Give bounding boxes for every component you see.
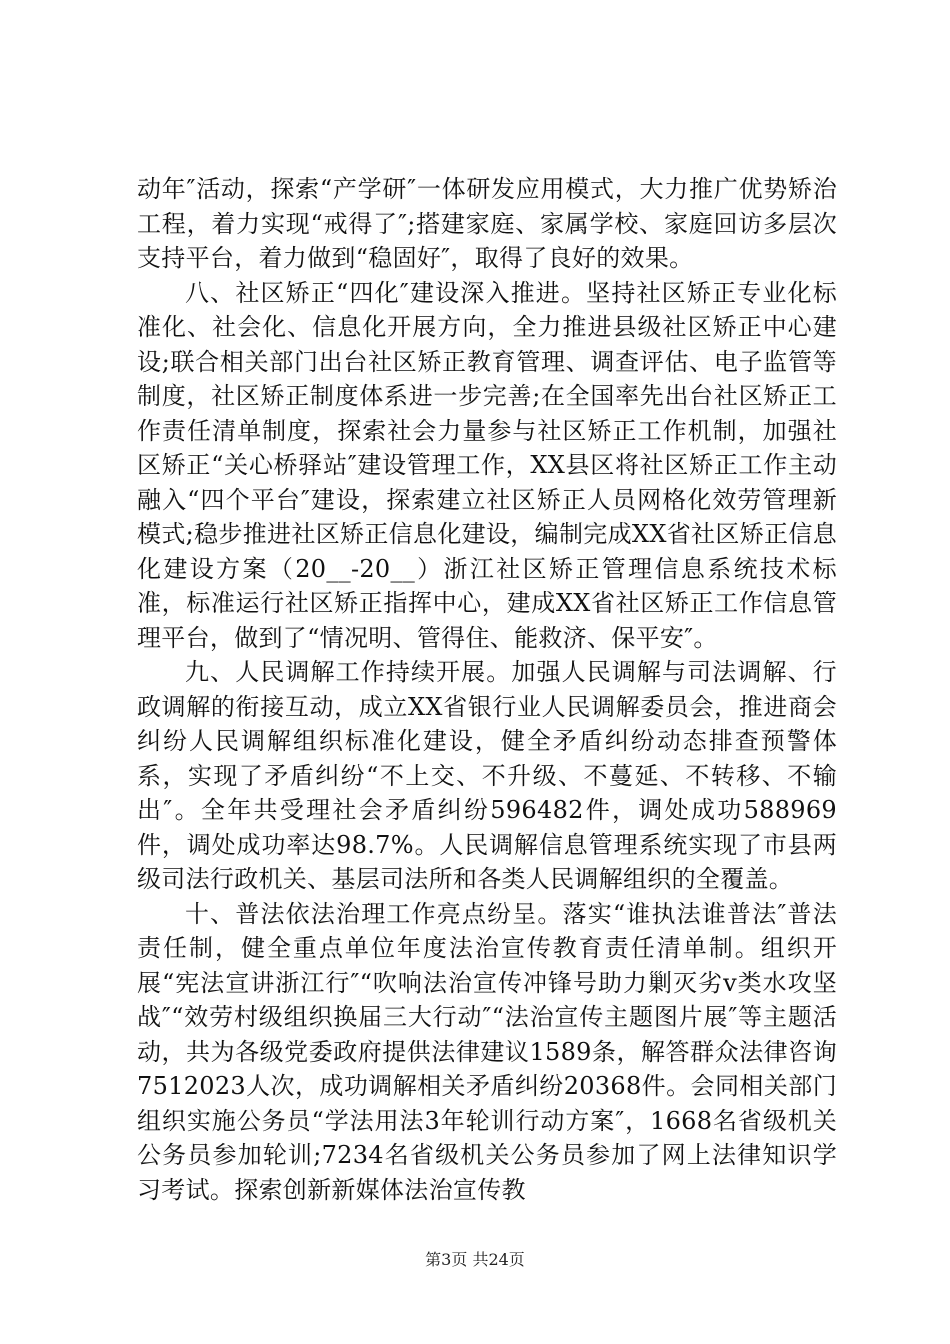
paragraph-section-8: 八、社区矫正“四化″建设深入推进。坚持社区矫正专业化标准化、社会化、信息化开展方向，全力推进县级社区矫正中心建设;联合相关部门出台社区矫正教育管理、调查评估、电子监管等制度，社区矫正制度体系进一步完善;在全国率先出台社区矫正工作责任清单制度，探索社会力量参与社区矫正工作机制，加强社区矫正“关心桥驿站″建设管理工作，XX县区将社区矫正工作主动融入“四个平台″建设，探索建立社区矫正人员网格化效劳管理新模式;稳步推进社区矫正信息化建设，编制完成XX省社区矫正信息化建设方案（20__-20__）浙江社区矫正管理信息系统技术标准，标准运行社区矫正指挥中心，建成XX省社区矫正工作信息管理平台，做到了“情况明、管得住、能救济、保平安″。 — [137, 278, 837, 652]
document-body — [137, 172, 837, 1207]
page-number-footer: 第3页 共24页 — [425, 1250, 525, 1269]
paragraph-continuation: 动年″活动，探索“产学研″一体研发应用模式，大力推广优势矫治工程，着力实现“戒得了″;搭建家庭、家属学校、家庭回访多层次支持平台，着力做到“稳固好″，取得了良好的效果。 — [137, 175, 837, 272]
paragraph-section-10: 十、普法依法治理工作亮点纷呈。落实“谁执法谁普法″普法责任制，健全重点单位年度法治宣传教育责任清单制。组织开展“宪法宣讲浙江行″“吹响法治宣传冲锋号助力剿灭劣v类水攻坚战″“效劳村级组织换届三大行动″“法治宣传主题图片展″等主题活动，共为各级党委政府提供法律建议1589条，解答群众法律咨询7512023人次，成功调解相关矛盾纠纷20368件。会同相关部门组织实施公务员“学法用法3年轮训行动方案″，1668名省级机关公务员参加轮训;7234名省级机关公务员参加了网上法律知识学习考试。探索创新新媒体法治宣传教 — [137, 899, 837, 1204]
paragraph-section-9: 九、人民调解工作持续开展。加强人民调解与司法调解、行政调解的衔接互动，成立XX省银行业人民调解委员会，推进商会纠纷人民调解组织标准化建设，健全矛盾纠纷动态排查预警体系，实现了矛盾纠纷“不上交、不升级、不蔓延、不转移、不输出″。全年共受理社会矛盾纠纷596482件，调处成功588969件，调处成功率达98.7%。人民调解信息管理系统实现了市县两级司法行政机关、基层司法所和各类人民调解组织的全覆盖。 — [137, 658, 837, 893]
